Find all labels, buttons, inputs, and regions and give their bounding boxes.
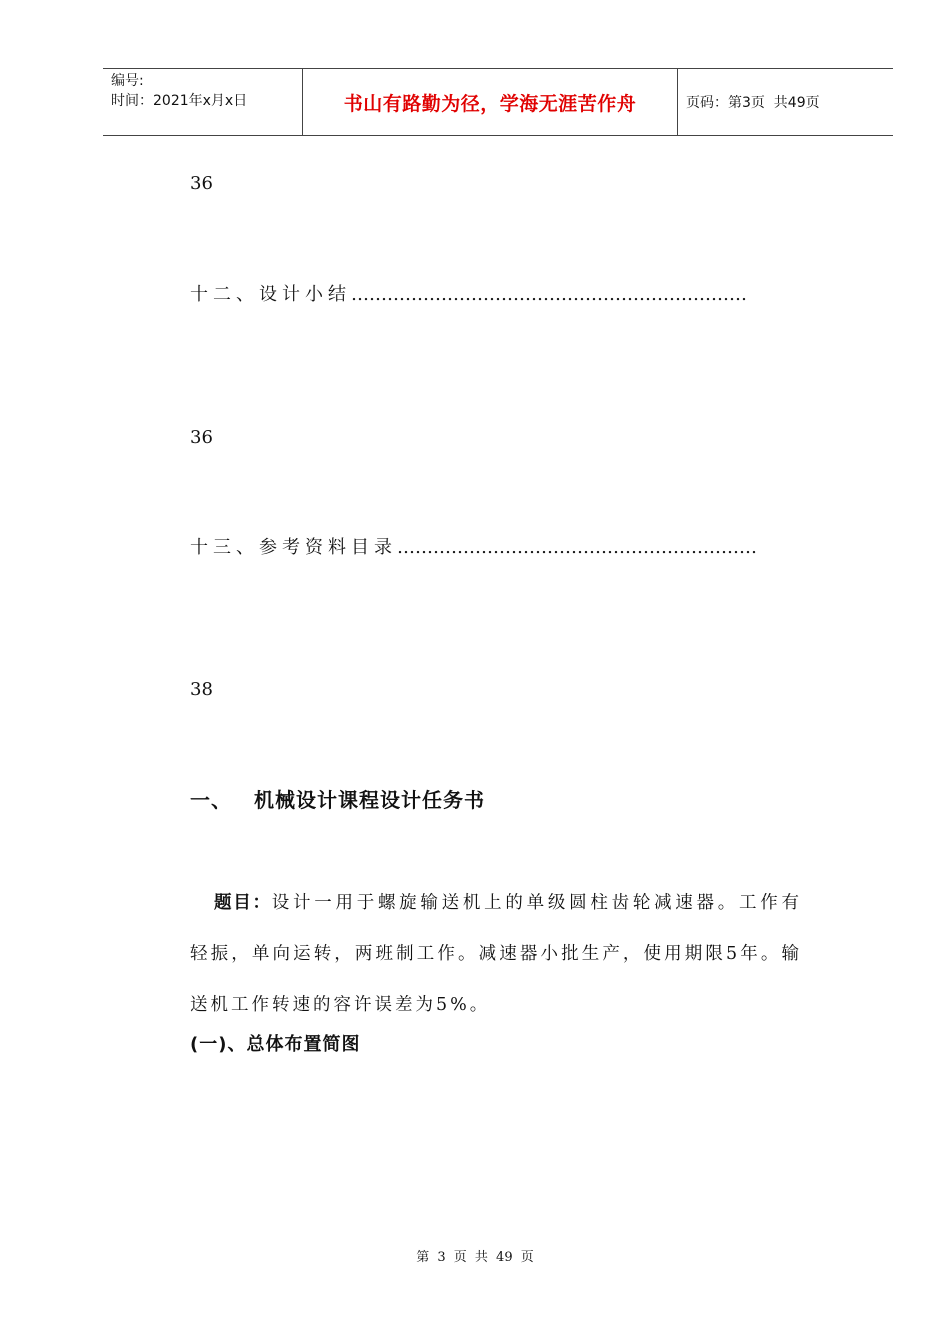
header-motto: 书山有路勤为径，学海无涯苦作舟	[303, 69, 678, 135]
toc-entry-title: 十三、参考资料目录	[190, 537, 397, 558]
toc-leader-dots: …………………………………………………………	[351, 284, 747, 305]
task-paragraph	[190, 878, 802, 1031]
date-label: 时间：2021年x月x日	[111, 93, 248, 109]
serial-number-label: 编号:	[111, 73, 144, 89]
toc-page-number: 36	[190, 173, 213, 194]
header-meta-cell	[103, 69, 303, 135]
page-footer: 第 3 页 共 49 页	[416, 1250, 534, 1265]
header-page-info: 页码：第3页 共49页	[686, 95, 820, 111]
page-header	[103, 68, 893, 136]
toc-entry	[190, 533, 810, 559]
toc-leader-dots: ……………………………………………………	[397, 537, 757, 558]
task-label: 题目：	[214, 893, 272, 913]
section-title: 机械设计课程设计任务书	[254, 788, 485, 812]
toc-entry-title: 十二、设计小结	[190, 284, 351, 305]
toc-page-number: 36	[190, 427, 213, 448]
toc-entry	[190, 280, 810, 306]
subsection-heading: (一)、总体布置简图	[190, 1034, 361, 1055]
task-text: 设计一用于螺旋输送机上的单级圆柱齿轮减速器。工作有轻振，单向运转，两班制工作。减速器小批生产，使用期限5年。输送机工作转速的容许误差为5%。	[190, 893, 803, 1015]
section-heading	[190, 784, 485, 813]
header-page-info-cell	[678, 69, 893, 135]
section-number: 一、	[190, 788, 232, 812]
toc-page-number: 38	[190, 679, 213, 700]
